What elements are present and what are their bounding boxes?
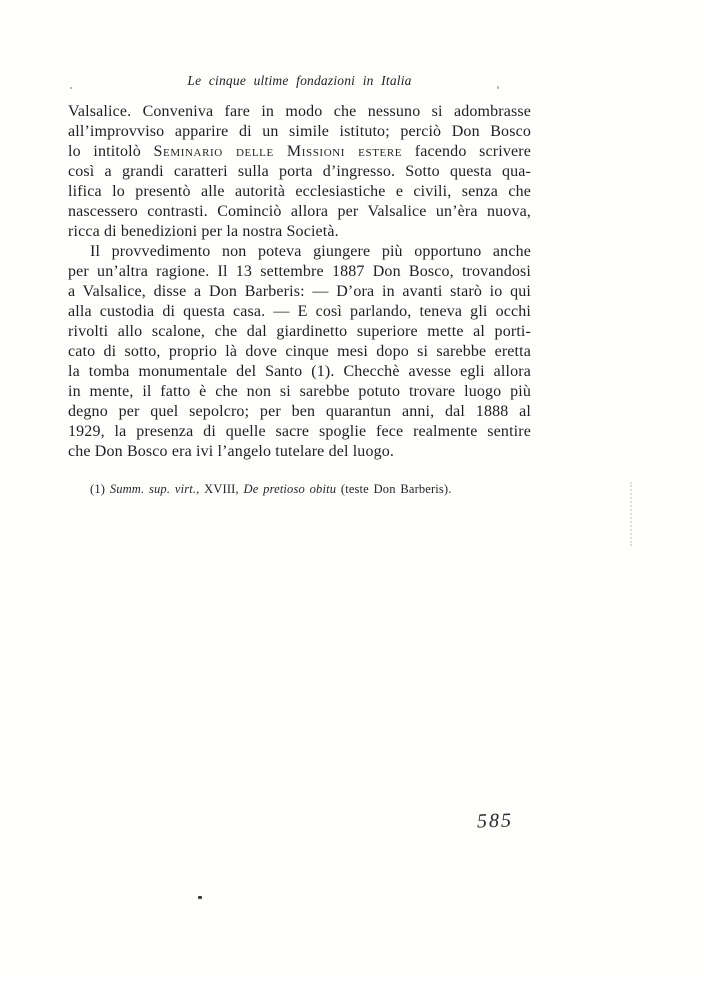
- text-segment: per un’altra ragione. Il 13 settembre 1887 Don Bosco, trovandosi: [68, 263, 531, 280]
- text-line: [68, 142, 531, 162]
- text-line: [68, 342, 531, 362]
- text-line: [68, 122, 531, 142]
- text-line: [68, 182, 531, 202]
- scan-artifact-dotted-line: [630, 482, 632, 546]
- text-segment: degno per quel sepolcro; per ben quarantun anni, dal 1888 al: [68, 403, 531, 420]
- scan-artifact-dot: [497, 86, 499, 89]
- text-line: [68, 322, 531, 342]
- text-segment: Summ. sup. virt.,: [109, 482, 200, 496]
- text-segment: la tomba monumentale del Santo (1). Checchè avesse egli allora: [68, 363, 531, 380]
- text-segment: cato di sotto, proprio là dove cinque mesi dopo si sarebbe eretta: [68, 343, 531, 360]
- scan-artifact-dot: [70, 87, 72, 89]
- text-segment: così a grandi caratteri sulla porta d’ingresso. Sotto questa qua-: [68, 163, 531, 180]
- text-segment: nascessero contrasti. Cominciò allora per Valsalice un’èra nuova,: [68, 203, 531, 220]
- text-segment: lifica lo presentò alle autorità ecclesiastiche e civili, senza che: [68, 183, 531, 200]
- text-line: [68, 382, 531, 402]
- text-line: [68, 162, 531, 182]
- scan-artifact-speck: [198, 896, 202, 899]
- text-segment: (1): [90, 482, 110, 496]
- body-paragraph: [68, 242, 531, 462]
- text-segment: all’improvviso apparire di un simile istituto; perciò Don Bosco: [68, 123, 531, 140]
- text-line: [68, 362, 531, 382]
- text-line: [68, 282, 531, 302]
- text-line: [68, 102, 531, 122]
- text-segment: (teste Don Barberis).: [336, 482, 452, 496]
- text-segment: in mente, il fatto è che non si sarebbe potuto trovare luogo più: [68, 383, 531, 400]
- page-body-text: [68, 102, 531, 462]
- text-segment: ricca di benedizioni per la nostra Società.: [68, 223, 339, 240]
- text-line: [68, 222, 531, 242]
- text-segment: Il provvedimento non poteva giungere più opportuno anche: [90, 243, 531, 260]
- text-segment: rivolti allo scalone, che dal giardinetto superiore mette al porti-: [68, 323, 531, 340]
- text-line: [68, 442, 531, 462]
- text-segment: facendo scrivere: [402, 143, 531, 160]
- text-segment: XVIII,: [199, 482, 244, 496]
- text-segment: Seminario delle Missioni estere: [153, 143, 403, 160]
- text-line: [68, 422, 531, 442]
- text-line: [68, 402, 531, 422]
- running-header: Le cinque ultime fondazioni in Italia: [187, 73, 412, 88]
- text-line: [68, 302, 531, 322]
- text-segment: che Don Bosco era ivi l’angelo tutelare del luogo.: [68, 443, 395, 460]
- text-line: [68, 202, 531, 222]
- text-segment: Valsalice. Conveniva fare in modo che nessuno si adombrasse: [68, 103, 531, 120]
- footnote: [90, 481, 531, 497]
- text-segment: a Valsalice, disse a Don Barberis: — D’ora in avanti starò io qui: [68, 283, 531, 300]
- text-line: [68, 262, 531, 282]
- text-segment: alla custodia di questa casa. — E così parlando, teneva gli occhi: [68, 303, 531, 320]
- text-segment: lo intitolò: [68, 143, 154, 160]
- body-paragraph: [68, 102, 531, 242]
- page-number: 585: [476, 809, 514, 833]
- text-segment: 1929, la presenza di quelle sacre spoglie fece realmente sentire: [68, 423, 531, 440]
- text-segment: De pretioso obitu: [243, 482, 337, 496]
- text-line: [68, 242, 531, 262]
